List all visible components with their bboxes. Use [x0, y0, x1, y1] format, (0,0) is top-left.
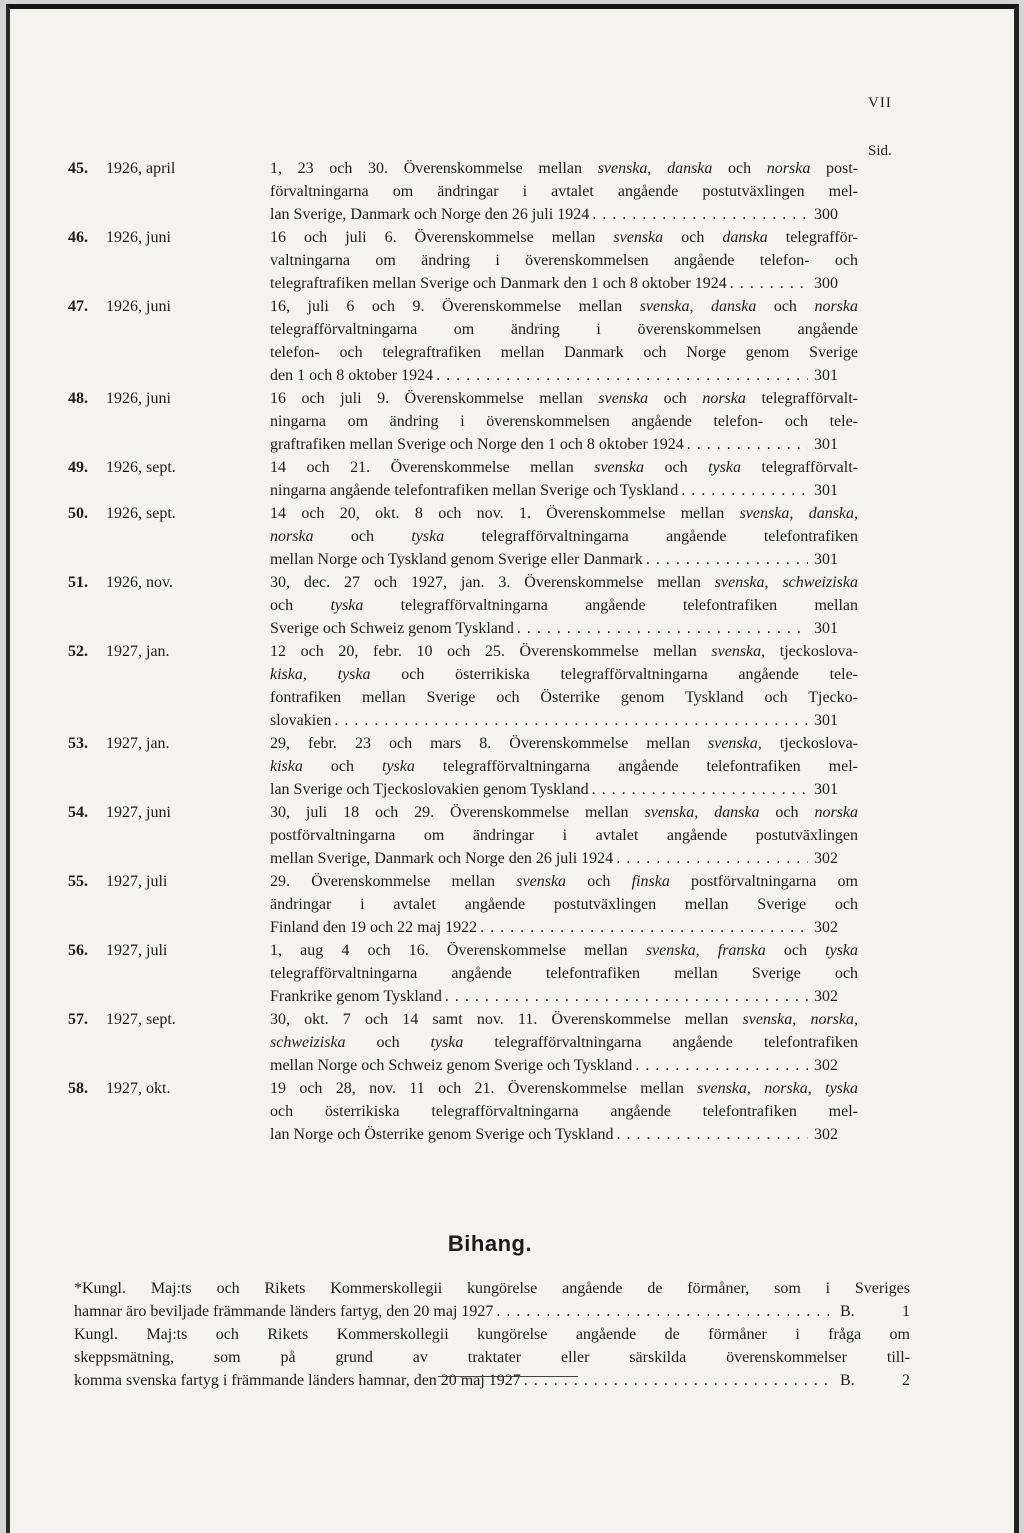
entry-date: 1927, juli: [106, 873, 168, 890]
entry-number: 45.: [68, 160, 88, 177]
leader-dots: [730, 272, 808, 295]
appendix-text-line: [74, 1300, 910, 1323]
entry-text-line: [270, 962, 858, 985]
entry-text: ningarna angående telefontrafiken mellan Sverige och Tyskland: [270, 482, 679, 499]
entry-text: lan Sverige och Tjeckoslovakien genom Tyskland: [270, 781, 589, 798]
entry-text: norska och tyska telegrafförvaltningarna angående telefontrafiken: [270, 528, 858, 545]
leader-dots: [592, 778, 808, 801]
entry-page-number: 302: [814, 850, 838, 867]
entry-text: 29, febr. 23 och mars 8. Överenskommelse mellan svenska, tjeckoslova-: [270, 735, 858, 752]
entry-text: 30, juli 18 och 29. Överenskommelse mellan svenska, danska och norska: [270, 804, 858, 821]
entry-text: 1, 23 och 30. Överenskommelse mellan svenska, danska och norska post-: [270, 160, 859, 177]
entry-date: 1926, juni: [106, 229, 171, 246]
leader-dots: [480, 916, 808, 939]
entry-number: 49.: [68, 459, 88, 476]
entry-text: 16, juli 6 och 9. Överenskommelse mellan svenska, danska och norska: [270, 298, 859, 315]
appendix-page-ref: [840, 1369, 910, 1392]
closing-rule: [438, 1376, 578, 1377]
entry-text: telegrafförvaltningarna om ändring i överenskommelsen angående: [270, 321, 858, 338]
entry-text-line: [270, 594, 858, 617]
entry-text: 12 och 20, febr. 10 och 25. Överenskommelse mellan svenska, tjeckoslova-: [270, 643, 858, 660]
entry-page-number: 300: [814, 275, 838, 292]
entry-date: 1927, jan.: [106, 643, 170, 660]
entry-text-line: [270, 1100, 858, 1123]
entry-text-line: [270, 249, 858, 272]
entry-text-line: [270, 341, 858, 364]
appendix-item: [74, 1323, 910, 1392]
leader-dots: [524, 1369, 832, 1392]
entry-text: slovakien: [270, 712, 332, 729]
entry-text-line: [270, 180, 858, 203]
entry-page-number: 302: [814, 988, 838, 1005]
appendix-page-number: 2: [902, 1372, 910, 1389]
appendix-text-line: [74, 1369, 910, 1392]
entry-date: 1926, sept.: [106, 505, 176, 522]
entry-text: 14 och 21. Överenskommelse mellan svenska och tyska telegrafförvalt-: [270, 459, 859, 476]
entry-number: 55.: [68, 873, 88, 890]
entry-page-number: 301: [814, 482, 838, 499]
leader-dots: [436, 364, 808, 387]
entry-text: Sverige och Schweiz genom Tyskland: [270, 620, 514, 637]
entry-text: fontrafiken mellan Sverige och Österrike genom Tyskland och Tjecko-: [270, 689, 858, 706]
leader-dots: [616, 847, 808, 870]
entry-page-number: 302: [814, 919, 838, 936]
entry-text: graftrafiken mellan Sverige och Norge den 1 och 8 oktober 1924: [270, 436, 684, 453]
toc-entry: [10, 1008, 1019, 1077]
entry-page-number: 301: [814, 620, 838, 637]
leader-dots: [445, 985, 808, 1008]
entry-number: 58.: [68, 1080, 88, 1097]
appendix-heading: Bihang.: [447, 1231, 533, 1256]
leader-dots: [517, 617, 808, 640]
entry-text: valtningarna om ändring i överenskommelsen angående telefon- och: [270, 252, 858, 269]
entry-text: 1, aug 4 och 16. Överenskommelse mellan svenska, franska och tyska: [270, 942, 859, 959]
entry-text-line: [270, 916, 858, 939]
entry-number: 51.: [68, 574, 88, 591]
leader-dots: [635, 1054, 808, 1077]
entry-text-line: [270, 640, 858, 663]
entry-text: 14 och 20, okt. 8 och nov. 1. Överenskommelse mellan svenska, danska,: [270, 505, 859, 522]
entry-text-line: [270, 778, 858, 801]
entry-text-line: [270, 824, 858, 847]
entry-text: kiska och tyska telegrafförvaltningarna angående telefontrafiken mel-: [270, 758, 858, 775]
appendix-page-prefix: B.: [840, 1372, 855, 1389]
entry-text: mellan Norge och Tyskland genom Sverige eller Danmark: [270, 551, 643, 568]
entry-text-line: [270, 571, 858, 594]
entry-page-number: 301: [814, 712, 838, 729]
leader-dots: [617, 1123, 808, 1146]
entry-text-line: [270, 1054, 858, 1077]
appendix-text-line: [74, 1346, 910, 1369]
entry-text-line: [270, 985, 858, 1008]
entry-text: 19 och 28, nov. 11 och 21. Överenskommelse mellan svenska, norska, tyska: [270, 1080, 858, 1097]
entry-date: 1927, jan.: [106, 735, 170, 752]
entry-text-line: [270, 272, 858, 295]
appendix-page-number: 1: [902, 1303, 910, 1320]
leader-dots: [496, 1300, 832, 1323]
entry-text: Frankrike genom Tyskland: [270, 988, 442, 1005]
entry-number: 47.: [68, 298, 88, 315]
toc-entry: [10, 801, 1019, 870]
entry-text-line: [270, 548, 858, 571]
entry-date: 1927, juni: [106, 804, 171, 821]
entry-date: 1926, sept.: [106, 459, 176, 476]
entry-text: förvaltningarna om ändringar i avtalet angående postutväxlingen mel-: [270, 183, 858, 200]
entry-text: 30, dec. 27 och 1927, jan. 3. Överenskommelse mellan svenska, schweiziska: [270, 574, 858, 591]
entry-text: ändringar i avtalet angående postutväxlingen mellan Sverige och: [270, 896, 858, 913]
entry-number: 52.: [68, 643, 88, 660]
entry-text-line: [270, 1008, 858, 1031]
entry-text-line: [270, 1123, 858, 1146]
appendix-text: *Kungl. Maj:ts och Rikets Kommerskollegii kungörelse angående de förmåner, som i Sveriges: [74, 1280, 910, 1297]
entry-text-line: [270, 433, 858, 456]
appendix-item: [74, 1277, 910, 1323]
entry-text-line: [270, 525, 858, 548]
entry-number: 56.: [68, 942, 88, 959]
appendix-page-prefix: B.: [840, 1303, 855, 1320]
entry-page-number: 301: [814, 551, 838, 568]
entry-text-line: [270, 456, 858, 479]
entry-text: mellan Norge och Schweiz genom Sverige och Tyskland: [270, 1057, 633, 1074]
entry-text-line: [270, 203, 858, 226]
entry-text-line: [270, 755, 858, 778]
entry-text: 16 och juli 9. Överenskommelse mellan svenska och norska telegrafförvalt-: [270, 390, 858, 407]
entry-text-line: [270, 686, 858, 709]
entry-text: 30, okt. 7 och 14 samt nov. 11. Överenskommelse mellan svenska, norska,: [270, 1011, 859, 1028]
entry-text-line: [270, 387, 858, 410]
entry-text: postförvaltningarna om ändringar i avtalet angående postutväxlingen: [270, 827, 858, 844]
toc-entry: [10, 456, 1019, 502]
entry-date: 1927, okt.: [106, 1080, 171, 1097]
entry-text: 16 och juli 6. Överenskommelse mellan svenska och danska telegrafför-: [270, 229, 858, 246]
leader-dots: [687, 433, 808, 456]
entry-text: lan Norge och Österrike genom Sverige och Tyskland: [270, 1126, 614, 1143]
entry-text: och österrikiska telegrafförvaltningarna angående telefontrafiken mel-: [270, 1103, 858, 1120]
entry-text-line: [270, 1031, 858, 1054]
entry-date: 1926, april: [106, 160, 176, 177]
toc-entry: [10, 939, 1019, 1008]
entry-number: 46.: [68, 229, 88, 246]
entry-text: 29. Överenskommelse mellan svenska och finska postförvaltningarna om: [270, 873, 858, 890]
entry-date: 1926, juni: [106, 298, 171, 315]
entry-text-line: [270, 847, 858, 870]
entry-text: Finland den 19 och 22 maj 1922: [270, 919, 478, 936]
entry-text-line: [270, 157, 858, 180]
appendix-text-line: [74, 1277, 910, 1300]
leader-dots: [646, 548, 808, 571]
appendix-text: Kungl. Maj:ts och Rikets Kommerskollegii kungörelse angående de förmåner i fråga om: [74, 1326, 910, 1343]
entry-number: 54.: [68, 804, 88, 821]
appendix-text: skeppsmätning, som på grund av traktater eller särskilda överenskommelser till-: [74, 1349, 910, 1366]
entry-text: schweiziska och tyska telegrafförvaltningarna angående telefontrafiken: [270, 1034, 858, 1051]
entry-text-line: [270, 364, 858, 387]
entry-page-number: 302: [814, 1057, 838, 1074]
entry-text-line: [270, 226, 858, 249]
entry-text-line: [270, 663, 858, 686]
appendix-page-ref: [840, 1300, 910, 1323]
page-column-label: Sid.: [868, 143, 892, 159]
toc-entry: [10, 387, 1019, 456]
page-number: VII: [868, 95, 892, 111]
entry-text: telegraftrafiken mellan Sverige och Danmark den 1 och 8 oktober 1924: [270, 275, 727, 292]
entry-date: 1927, juli: [106, 942, 168, 959]
entry-text-line: [270, 801, 858, 824]
toc-entry: [10, 502, 1019, 571]
entry-text: ningarna om ändring i överenskommelsen angående telefon- och tele-: [270, 413, 858, 430]
entry-number: 50.: [68, 505, 88, 522]
entry-number: 57.: [68, 1011, 88, 1028]
entry-date: 1926, juni: [106, 390, 171, 407]
toc-entry: [10, 226, 1019, 295]
entry-text-line: [270, 1077, 858, 1100]
entry-text-line: [270, 870, 858, 893]
entry-text: den 1 och 8 oktober 1924: [270, 367, 434, 384]
entry-number: 53.: [68, 735, 88, 752]
toc-entry: [10, 571, 1019, 640]
entry-date: 1927, sept.: [106, 1011, 176, 1028]
leader-dots: [592, 203, 808, 226]
entry-text: telegrafförvaltningarna angående telefontrafiken mellan Sverige och: [270, 965, 858, 982]
appendix-text: komma svenska fartyg i främmande länders hamnar, den 20 maj 1927: [74, 1372, 521, 1389]
entry-text-line: [270, 893, 858, 916]
toc-entry: [10, 295, 1019, 387]
entry-text-line: [270, 939, 858, 962]
toc-entry: [10, 157, 1019, 226]
entry-text-line: [270, 479, 858, 502]
entry-date: 1926, nov.: [106, 574, 173, 591]
leader-dots: [681, 479, 808, 502]
entry-text-line: [270, 617, 858, 640]
entry-text-line: [270, 709, 858, 732]
appendix-text-line: [74, 1323, 910, 1346]
entry-text: lan Sverige, Danmark och Norge den 26 juli 1924: [270, 206, 590, 223]
entry-page-number: 301: [814, 781, 838, 798]
entry-text: mellan Sverige, Danmark och Norge den 26 juli 1924: [270, 850, 614, 867]
entry-page-number: 300: [814, 206, 838, 223]
entry-text: och tyska telegrafförvaltningarna angående telefontrafiken mellan: [270, 597, 858, 614]
leader-dots: [334, 709, 808, 732]
entry-page-number: 301: [814, 436, 838, 453]
appendix-text: hamnar äro beviljade främmande länders fartyg, den 20 maj 1927: [74, 1303, 494, 1320]
entry-page-number: 302: [814, 1126, 838, 1143]
entry-page-number: 301: [814, 367, 838, 384]
document-page: [6, 4, 1019, 1533]
toc-entry: [10, 870, 1019, 939]
entry-text-line: [270, 732, 858, 755]
toc-entry: [10, 732, 1019, 801]
toc-entry: [10, 640, 1019, 732]
entry-list: [10, 157, 1019, 1146]
entry-text-line: [270, 318, 858, 341]
entry-text: kiska, tyska och österrikiska telegrafförvaltningarna angående tele-: [270, 666, 859, 683]
entry-text-line: [270, 410, 858, 433]
entry-text-line: [270, 295, 858, 318]
entry-text: telefon- och telegraftrafiken mellan Danmark och Norge genom Sverige: [270, 344, 858, 361]
entry-text-line: [270, 502, 858, 525]
entry-number: 48.: [68, 390, 88, 407]
toc-entry: [10, 1077, 1019, 1146]
